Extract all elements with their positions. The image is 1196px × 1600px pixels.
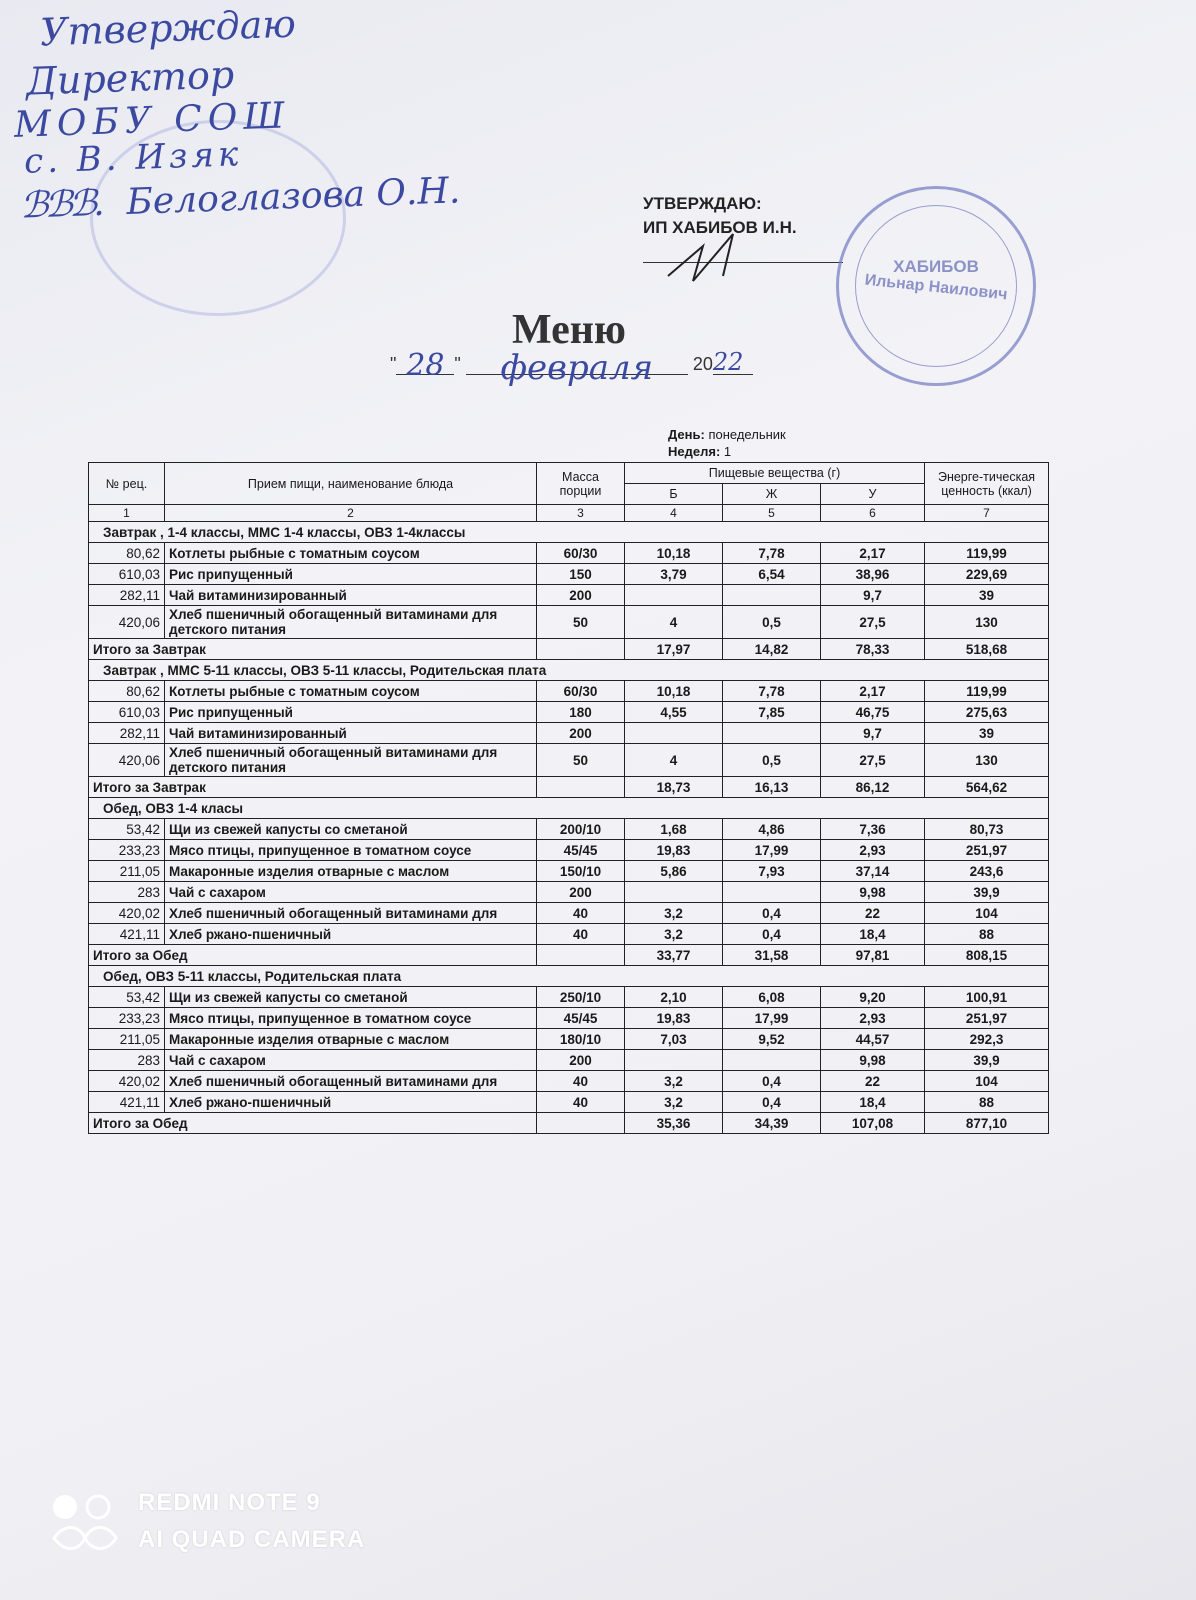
cell-mass: 150	[537, 564, 625, 585]
section-header-row	[89, 660, 1049, 681]
cell-mass: 60/30	[537, 681, 625, 702]
cell-mass: 60/30	[537, 543, 625, 564]
cell-energy: 100,91	[925, 987, 1049, 1008]
cell-protein	[625, 723, 723, 744]
cell-dish-name: Рис припущенный	[165, 564, 537, 585]
table-row	[89, 1029, 1049, 1050]
cell-protein: 4	[625, 606, 723, 639]
table-row	[89, 564, 1049, 585]
hand-signature: ℬℬℬ. Белоглазова О.Н.	[19, 170, 461, 227]
cell-mass: 200	[537, 585, 625, 606]
cell-dish-name: Хлеб пшеничный обогащенный витаминами для	[165, 1071, 537, 1092]
table-row	[89, 840, 1049, 861]
cell-protein: 3,2	[625, 1092, 723, 1113]
day-value: понедельник	[708, 427, 786, 442]
cell-carbs: 7,36	[821, 819, 925, 840]
table-row	[89, 1092, 1049, 1113]
date-quote-close: "	[454, 354, 461, 374]
total-protein: 33,77	[625, 945, 723, 966]
cell-energy: 39,9	[925, 1050, 1049, 1071]
week-value: 1	[723, 444, 732, 459]
header-zh: Ж	[723, 484, 821, 505]
cell-mass: 150/10	[537, 861, 625, 882]
cell-protein: 10,18	[625, 681, 723, 702]
total-energy: 808,15	[925, 945, 1049, 966]
approval-line-2: ИП ХАБИБОВ И.Н.	[643, 218, 797, 237]
column-number: 7	[925, 505, 1049, 522]
cell-rec: 420,02	[89, 903, 165, 924]
cell-protein	[625, 585, 723, 606]
table-row	[89, 1008, 1049, 1029]
column-number: 1	[89, 505, 165, 522]
cell-protein: 4,55	[625, 702, 723, 723]
column-number: 4	[625, 505, 723, 522]
cell-carbs: 46,75	[821, 702, 925, 723]
cell-protein: 2,10	[625, 987, 723, 1008]
date-year-prefix: 20	[692, 354, 713, 374]
total-fat: 31,58	[723, 945, 821, 966]
cell-energy: 130	[925, 606, 1049, 639]
cell-carbs: 27,5	[821, 744, 925, 777]
cell-protein: 3,2	[625, 924, 723, 945]
header-b: Б	[625, 484, 723, 505]
cell-fat: 0,4	[723, 903, 821, 924]
cell-dish-name: Хлеб пшеничный обогащенный витаминами для	[165, 903, 537, 924]
round-stamp	[836, 186, 1036, 386]
cell-rec: 80,62	[89, 681, 165, 702]
cell-rec: 610,03	[89, 564, 165, 585]
section-title: Обед, ОВЗ 1-4 класы	[89, 798, 1049, 819]
column-number: 5	[723, 505, 821, 522]
header-mass: Масса порции	[537, 463, 625, 505]
stamp-name: ХАБИБОВ	[893, 257, 979, 276]
table-row	[89, 585, 1049, 606]
hand-line-director: Директор	[25, 52, 235, 104]
total-fat: 14,82	[723, 639, 821, 660]
total-energy: 564,62	[925, 777, 1049, 798]
cell-energy: 104	[925, 1071, 1049, 1092]
cell-protein: 19,83	[625, 840, 723, 861]
menu-table	[88, 462, 1049, 1134]
total-mass-empty	[537, 1113, 625, 1134]
cell-protein: 3,2	[625, 903, 723, 924]
approval-block	[643, 192, 797, 240]
cell-carbs: 18,4	[821, 1092, 925, 1113]
section-header-row	[89, 522, 1049, 543]
cell-energy: 275,63	[925, 702, 1049, 723]
page-title: Меню	[512, 307, 627, 353]
cell-energy: 243,6	[925, 861, 1049, 882]
cell-dish-name: Хлеб пшеничный обогащенный витаминами для детского питания	[165, 744, 537, 777]
total-fat: 16,13	[723, 777, 821, 798]
cell-protein	[625, 882, 723, 903]
cell-dish-name: Макаронные изделия отварные с маслом	[165, 1029, 537, 1050]
cell-fat: 0,5	[723, 606, 821, 639]
cell-carbs: 18,4	[821, 924, 925, 945]
total-label: Итого за Завтрак	[89, 777, 537, 798]
table-row	[89, 606, 1049, 639]
total-mass-empty	[537, 777, 625, 798]
cell-energy: 130	[925, 744, 1049, 777]
total-carbs: 78,33	[821, 639, 925, 660]
cell-energy: 251,97	[925, 1008, 1049, 1029]
cell-protein: 10,18	[625, 543, 723, 564]
cell-mass: 200	[537, 1050, 625, 1071]
hand-line-village: с. В. Изяк	[23, 134, 243, 182]
header-u: У	[821, 484, 925, 505]
table-row	[89, 543, 1049, 564]
cell-carbs: 2,17	[821, 543, 925, 564]
cell-carbs: 2,93	[821, 840, 925, 861]
cell-protein: 7,03	[625, 1029, 723, 1050]
cell-dish-name: Хлеб ржано-пшеничный	[165, 924, 537, 945]
cell-dish-name: Макаронные изделия отварные с маслом	[165, 861, 537, 882]
cell-carbs: 22	[821, 1071, 925, 1092]
cell-fat: 0,4	[723, 1071, 821, 1092]
cell-mass: 40	[537, 924, 625, 945]
cell-dish-name: Хлеб пшеничный обогащенный витаминами для детского питания	[165, 606, 537, 639]
table-row	[89, 723, 1049, 744]
cell-energy: 119,99	[925, 543, 1049, 564]
cell-protein: 5,86	[625, 861, 723, 882]
cell-energy: 80,73	[925, 819, 1049, 840]
cell-carbs: 9,98	[821, 882, 925, 903]
cell-rec: 421,11	[89, 924, 165, 945]
date-month: февраля	[500, 348, 654, 388]
cell-mass: 200	[537, 882, 625, 903]
cell-protein	[625, 1050, 723, 1071]
table-row	[89, 987, 1049, 1008]
cell-dish-name: Чай с сахаром	[165, 882, 537, 903]
cell-energy: 39	[925, 723, 1049, 744]
cell-rec: 233,23	[89, 840, 165, 861]
cell-mass: 50	[537, 744, 625, 777]
cell-dish-name: Рис припущенный	[165, 702, 537, 723]
cell-fat: 4,86	[723, 819, 821, 840]
cell-carbs: 9,98	[821, 1050, 925, 1071]
cell-energy: 251,97	[925, 840, 1049, 861]
total-energy: 877,10	[925, 1113, 1049, 1134]
cell-dish-name: Мясо птицы, припущенное в томатном соусе	[165, 840, 537, 861]
cell-mass: 40	[537, 903, 625, 924]
hand-line-approve: Утверждаю	[39, 1, 297, 55]
table-row	[89, 819, 1049, 840]
cell-carbs: 9,7	[821, 585, 925, 606]
table-row	[89, 681, 1049, 702]
week-label: Неделя:	[668, 444, 721, 459]
total-mass-empty	[537, 945, 625, 966]
cell-protein: 3,2	[625, 1071, 723, 1092]
cell-rec: 282,11	[89, 723, 165, 744]
cell-dish-name: Хлеб ржано-пшеничный	[165, 1092, 537, 1113]
cell-mass: 200/10	[537, 819, 625, 840]
table-row	[89, 882, 1049, 903]
cell-energy: 88	[925, 924, 1049, 945]
table-row	[89, 702, 1049, 723]
total-protein: 17,97	[625, 639, 723, 660]
section-title: Завтрак , ММС 5-11 классы, ОВЗ 5-11 классы, Родительская плата	[89, 660, 1049, 681]
cell-dish-name: Котлеты рыбные с томатным соусом	[165, 681, 537, 702]
cell-fat: 6,08	[723, 987, 821, 1008]
cell-energy: 229,69	[925, 564, 1049, 585]
cell-rec: 211,05	[89, 861, 165, 882]
total-carbs: 107,08	[821, 1113, 925, 1134]
menu-body	[89, 522, 1049, 1134]
cell-fat: 9,52	[723, 1029, 821, 1050]
cell-rec: 80,62	[89, 543, 165, 564]
cell-rec: 233,23	[89, 1008, 165, 1029]
cell-protein: 3,79	[625, 564, 723, 585]
total-protein: 35,36	[625, 1113, 723, 1134]
date-line	[390, 348, 753, 388]
cell-fat: 7,93	[723, 861, 821, 882]
total-fat: 34,39	[723, 1113, 821, 1134]
cell-carbs: 27,5	[821, 606, 925, 639]
hand-line-school: МОБУ СОШ	[13, 95, 292, 146]
total-row	[89, 945, 1049, 966]
cell-carbs: 2,17	[821, 681, 925, 702]
date-quote-open: "	[390, 354, 397, 374]
cell-rec: 420,06	[89, 606, 165, 639]
cell-fat: 7,85	[723, 702, 821, 723]
cell-fat: 17,99	[723, 1008, 821, 1029]
cell-energy: 39,9	[925, 882, 1049, 903]
total-row	[89, 777, 1049, 798]
table-row	[89, 903, 1049, 924]
total-carbs: 86,12	[821, 777, 925, 798]
cell-energy: 292,3	[925, 1029, 1049, 1050]
cell-rec: 53,42	[89, 819, 165, 840]
section-header-row	[89, 966, 1049, 987]
cell-fat	[723, 585, 821, 606]
cell-mass: 180	[537, 702, 625, 723]
column-number: 2	[165, 505, 537, 522]
cell-protein: 4	[625, 744, 723, 777]
section-header-row	[89, 798, 1049, 819]
cell-dish-name: Мясо птицы, припущенное в томатном соусе	[165, 1008, 537, 1029]
cell-carbs: 9,20	[821, 987, 925, 1008]
cell-mass: 50	[537, 606, 625, 639]
cell-fat	[723, 882, 821, 903]
cell-mass: 200	[537, 723, 625, 744]
cell-dish-name: Щи из свежей капусты со сметаной	[165, 819, 537, 840]
date-year-suffix: 22	[712, 348, 744, 376]
stamp-subname: Ильнар Наилович	[863, 271, 1009, 304]
cell-carbs: 2,93	[821, 1008, 925, 1029]
cell-dish-name: Чай витаминизированный	[165, 723, 537, 744]
cell-dish-name: Щи из свежей капусты со сметаной	[165, 987, 537, 1008]
section-title: Обед, ОВЗ 5-11 классы, Родительская плата	[89, 966, 1049, 987]
table-row	[89, 861, 1049, 882]
total-mass-empty	[537, 639, 625, 660]
cell-mass: 40	[537, 1092, 625, 1113]
cell-rec: 53,42	[89, 987, 165, 1008]
total-row	[89, 639, 1049, 660]
cell-mass: 40	[537, 1071, 625, 1092]
camera-logo-icon	[50, 1490, 120, 1554]
table-row	[89, 1071, 1049, 1092]
header-nutrients: Пищевые вещества (г)	[625, 463, 925, 484]
cell-fat	[723, 1050, 821, 1071]
cell-carbs: 22	[821, 903, 925, 924]
hand-line-name: Белоглазова О.Н.	[125, 170, 461, 223]
approval-line-1: УТВЕРЖДАЮ:	[643, 194, 762, 213]
cell-fat: 0,4	[723, 1092, 821, 1113]
table-row	[89, 1050, 1049, 1071]
cell-rec: 420,06	[89, 744, 165, 777]
total-row	[89, 1113, 1049, 1134]
cell-rec: 420,02	[89, 1071, 165, 1092]
cell-carbs: 9,7	[821, 723, 925, 744]
day-label: День:	[668, 427, 705, 442]
cell-fat: 6,54	[723, 564, 821, 585]
total-label: Итого за Обед	[89, 1113, 537, 1134]
cell-carbs: 38,96	[821, 564, 925, 585]
cell-mass: 45/45	[537, 840, 625, 861]
watermark-line-1: REDMI NOTE 9	[138, 1489, 321, 1516]
total-label: Итого за Завтрак	[89, 639, 537, 660]
cell-rec: 211,05	[89, 1029, 165, 1050]
cell-protein: 1,68	[625, 819, 723, 840]
cell-energy: 39	[925, 585, 1049, 606]
cell-mass: 180/10	[537, 1029, 625, 1050]
cell-fat: 7,78	[723, 543, 821, 564]
cell-carbs: 37,14	[821, 861, 925, 882]
cell-mass: 45/45	[537, 1008, 625, 1029]
cell-rec: 283	[89, 1050, 165, 1071]
section-title: Завтрак , 1-4 классы, ММС 1-4 классы, ОВЗ 1-4классы	[89, 522, 1049, 543]
cell-fat: 0,4	[723, 924, 821, 945]
column-number: 3	[537, 505, 625, 522]
table-row	[89, 924, 1049, 945]
total-carbs: 97,81	[821, 945, 925, 966]
cell-energy: 119,99	[925, 681, 1049, 702]
cell-rec: 421,11	[89, 1092, 165, 1113]
header-energy: Энерге-тическая ценность (ккал)	[925, 463, 1049, 505]
cell-fat: 7,78	[723, 681, 821, 702]
cell-rec: 283	[89, 882, 165, 903]
cell-protein: 19,83	[625, 1008, 723, 1029]
column-numbers-row	[89, 505, 1049, 522]
column-number: 6	[821, 505, 925, 522]
cell-dish-name: Чай с сахаром	[165, 1050, 537, 1071]
cell-fat	[723, 723, 821, 744]
date-day: 28	[406, 348, 445, 383]
cell-rec: 610,03	[89, 702, 165, 723]
total-energy: 518,68	[925, 639, 1049, 660]
cell-carbs: 44,57	[821, 1029, 925, 1050]
table-row	[89, 744, 1049, 777]
cell-mass: 250/10	[537, 987, 625, 1008]
cell-energy: 88	[925, 1092, 1049, 1113]
header-rec: № рец.	[89, 463, 165, 505]
total-protein: 18,73	[625, 777, 723, 798]
header-name: Прием пищи, наименование блюда	[165, 463, 537, 505]
signature-mark	[663, 226, 753, 286]
total-label: Итого за Обед	[89, 945, 537, 966]
cell-dish-name: Чай витаминизированный	[165, 585, 537, 606]
cell-energy: 104	[925, 903, 1049, 924]
cell-rec: 282,11	[89, 585, 165, 606]
watermark-line-2: AI QUAD CAMERA	[138, 1526, 366, 1553]
camera-watermark	[50, 1484, 365, 1558]
day-info	[668, 426, 786, 460]
cell-fat: 17,99	[723, 840, 821, 861]
cell-fat: 0,5	[723, 744, 821, 777]
cell-dish-name: Котлеты рыбные с томатным соусом	[165, 543, 537, 564]
